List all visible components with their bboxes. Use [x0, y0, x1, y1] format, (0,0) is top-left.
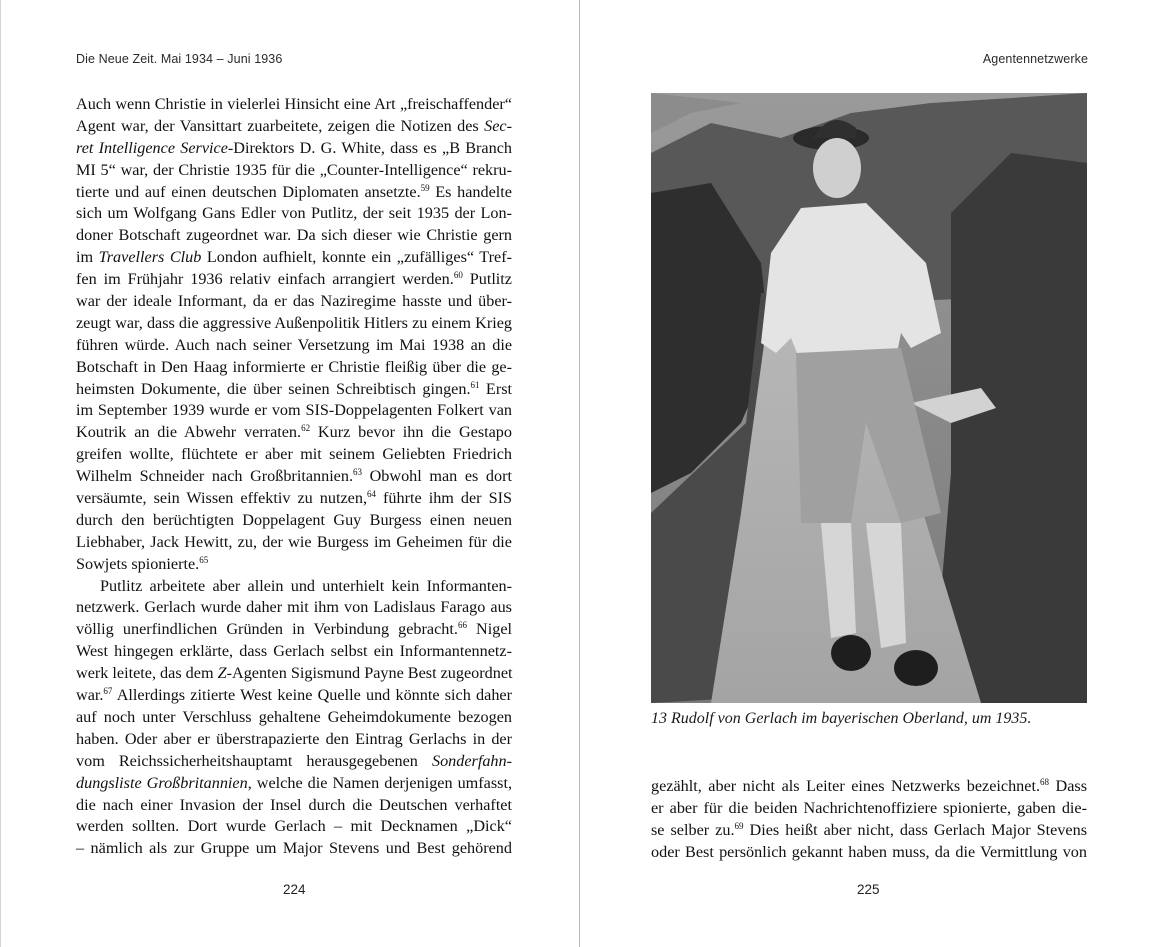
text-segment: heimsten Dokumente, die über seinen Schreibtisch gingen. [76, 379, 471, 398]
text-segment: -Agenten Sigismund Payne Best zugeordnet [226, 664, 513, 683]
text-line [76, 619, 512, 641]
text-segment: Dies heißt aber nicht, dass Gerlach Major Stevens [743, 820, 1088, 839]
running-head-right: Agentennetzwerke [982, 52, 1088, 66]
text-segment: führen würde. Auch nach seiner Versetzung im Mai 1938 an die [76, 335, 512, 354]
text-segment: Dass [1049, 777, 1087, 795]
text-segment: tierte und auf einen deutschen Diplomaten ansetzte. [76, 182, 421, 201]
right-page [581, 0, 1160, 947]
text-line [76, 597, 512, 619]
text-segment: Agent war, der Vansittart zuarbeitete, zeigen die Notizen des [76, 116, 485, 135]
text-segment: gezählt, aber nicht als Leiter eines Netzwerks bezeichnet. [651, 777, 1040, 795]
text-segment: im [76, 248, 99, 267]
text-segment: war der ideale Informant, da er das Naziregime hasste und über- [76, 292, 512, 311]
text-segment: greifen wollte, flüchtete er aber mit seinem Geliebten Friedrich [76, 445, 512, 464]
footnote-marker: 61 [470, 379, 480, 390]
text-segment: im September 1939 wurde er vom SIS-Doppelagenten Folkert van [76, 401, 512, 420]
text-segment: Erst [479, 379, 513, 398]
text-line [76, 357, 512, 379]
page-number-right: 225 [857, 882, 880, 897]
text-line [76, 203, 512, 225]
text-line [76, 773, 512, 795]
photo-caption: 13 Rudolf von Gerlach im bayerischen Oberland, um 1935. [651, 710, 1032, 727]
text-line [76, 532, 512, 554]
text-segment: – nämlich als zur Gruppe um Major Stevens und Best gehörend [76, 839, 512, 858]
text-segment: Auch wenn Christie in vielerlei Hinsicht eine Art „freischaffender“ [76, 95, 512, 113]
text-segment: London aufhielt, konnte ein „zufälliges“ Tref- [201, 248, 512, 267]
footnote-marker: 65 [199, 554, 209, 565]
text-line [76, 707, 512, 729]
footnote-marker: 67 [103, 686, 113, 697]
text-segment: Wilhelm Schneider nach Großbritannien. [76, 467, 354, 486]
text-line [76, 379, 512, 401]
text-line [76, 795, 512, 817]
text-segment: MI 5“ war, der Christie 1935 für die „Counter-Intelligence“ rekru- [76, 160, 512, 179]
footnote-marker: 62 [301, 423, 311, 434]
text-line [76, 182, 512, 204]
text-segment: vom Reichssicherheitshauptamt herausgegebenen [76, 751, 432, 770]
text-segment: West hingegen erklärte, dass Gerlach selbst ein Informantennetz- [76, 642, 512, 661]
text-segment: die nach einer Invasion der Insel durch die Deutschen verhaftet [76, 795, 512, 814]
text-segment: völlig unerfindlichen Gründen in Verbindung gebracht. [76, 620, 458, 639]
text-line [76, 729, 512, 751]
italic-text: Travellers Club [98, 248, 202, 267]
italic-text: ret Intelligence Service [76, 138, 228, 157]
text-line [651, 798, 1087, 820]
photograph-rudolf-von-gerlach [651, 93, 1087, 703]
text-line [76, 685, 512, 707]
text-segment: durch den berüchtigten Doppelagent Guy Burgess einen neuen [76, 510, 512, 529]
photo-illustration [651, 93, 1087, 703]
text-segment: Allerdings zitierte West keine Quelle und könnte sich daher [112, 686, 512, 705]
footnote-marker: 66 [457, 620, 467, 631]
italic-text: Z [217, 664, 227, 683]
footnote-marker: 60 [453, 270, 463, 281]
text-line [76, 838, 512, 860]
text-segment: Putlitz [462, 270, 512, 289]
text-segment: sich um Wolfgang Gans Edler von Putlitz, der seit 1935 der Lon- [76, 204, 512, 223]
text-line [76, 576, 512, 598]
italic-text: Sonderfahn- [431, 751, 512, 770]
footnote-marker: 59 [420, 182, 430, 193]
text-segment: Nigel [466, 620, 513, 639]
text-segment: , welche die Namen derjenigen umfasst, [247, 773, 512, 792]
text-line [76, 335, 512, 357]
italic-text: Sec- [484, 116, 512, 135]
text-line [651, 776, 1087, 798]
text-line [76, 466, 512, 488]
text-line [76, 291, 512, 313]
text-line [76, 400, 512, 422]
left-body-text [76, 94, 512, 860]
text-segment: Liebhaber, Jack Hewitt, zu, der wie Burgess im Geheimen für die [76, 532, 512, 551]
text-segment: er aber für die beiden Nachrichtenoffiziere spionierte, gaben die- [651, 798, 1087, 817]
footnote-marker: 63 [353, 467, 363, 478]
footnote-marker: 69 [734, 820, 744, 831]
page-number-left: 224 [283, 882, 306, 897]
text-line [76, 138, 512, 160]
text-segment: führte ihm der SIS [376, 489, 512, 508]
text-line [76, 116, 512, 138]
text-segment: netzwerk. Gerlach wurde daher mit ihm von Ladislaus Farago aus [76, 598, 512, 617]
running-head-left: Die Neue Zeit. Mai 1934 – Juni 1936 [76, 52, 283, 66]
text-segment: werk leitete, das dem [76, 664, 218, 683]
text-line [76, 554, 512, 576]
text-line [76, 444, 512, 466]
text-line [76, 247, 512, 269]
text-line [76, 269, 512, 291]
text-line [651, 820, 1087, 842]
text-segment: Sowjets spionierte. [76, 554, 200, 573]
footnote-marker: 64 [367, 489, 376, 500]
text-segment: doner Botschaft zugeordnet war. Da sich dieser wie Christie gern [76, 226, 512, 245]
text-segment: versäumte, sein Wissen effektiv zu nutzen, [76, 489, 367, 508]
text-line [76, 816, 512, 838]
text-segment: werden sollten. Dort wurde Gerlach – mit Decknamen „Dick“ [76, 817, 512, 836]
text-line [76, 225, 512, 247]
right-body-text [651, 776, 1087, 864]
text-segment: war. [76, 686, 104, 705]
text-line [651, 842, 1087, 864]
text-segment: haben. Oder aber er überstrapazierte den Eintrag Gerlachs in der [76, 729, 512, 748]
text-line [76, 422, 512, 444]
text-segment: Koutrik an die Abwehr verraten. [76, 423, 302, 442]
text-segment: auf noch unter Verschluss gehaltene Geheimdokumente bezogen [76, 707, 512, 726]
text-segment: Putlitz arbeitete aber allein und unterhielt kein Informanten- [100, 576, 512, 595]
footnote-marker: 68 [1040, 777, 1049, 787]
text-line [76, 510, 512, 532]
text-segment: Obwohl man es dort [362, 467, 512, 486]
italic-text: dungsliste Großbritannien [76, 773, 248, 792]
text-line [76, 663, 512, 685]
text-segment: -Direktors D. G. White, dass es „B Branch [227, 138, 512, 157]
text-line [76, 751, 512, 773]
text-line [76, 313, 512, 335]
text-line [76, 160, 512, 182]
text-segment: se selber zu. [651, 820, 735, 839]
text-line [76, 94, 512, 116]
text-segment: fen im Frühjahr 1936 relativ einfach arrangiert werden. [76, 270, 454, 289]
text-line [76, 488, 512, 510]
text-segment: Botschaft in Den Haag informierte er Christie fleißig über die ge- [76, 357, 512, 376]
text-segment: zeugt war, dass die aggressive Außenpolitik Hitlers zu einem Krieg [76, 313, 512, 332]
text-segment: oder Best persönlich gekannt haben muss, da die Vermittlung von [651, 842, 1087, 861]
text-segment: Es handelte [429, 182, 512, 201]
text-line [76, 641, 512, 663]
text-segment: Kurz bevor ihn die Gestapo [310, 423, 512, 442]
